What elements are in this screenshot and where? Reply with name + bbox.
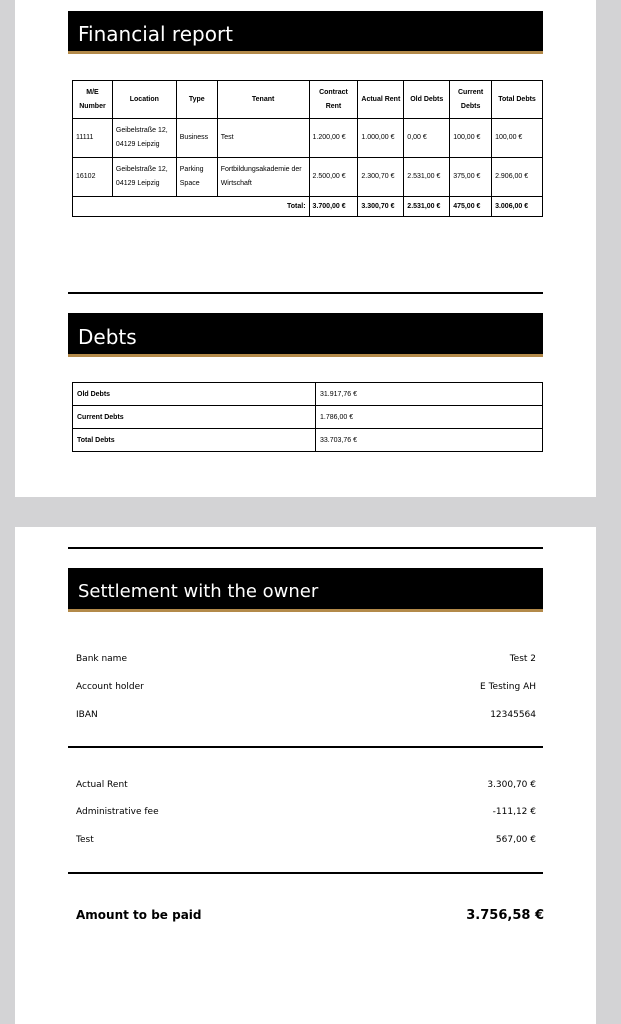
cell-location: Geibelstraße 12, 04129 Leipzig [112, 158, 176, 197]
col-actual-rent: Actual Rent [358, 81, 404, 119]
financial-report-header [68, 11, 543, 54]
cell-me-number: 11111 [73, 119, 113, 158]
row-value: Test 2 [509, 654, 536, 664]
row-label: Account holder [76, 682, 144, 692]
cell-old-debts: 2.531,00 € [404, 158, 450, 197]
cell-old-debts: 0,00 € [404, 119, 450, 158]
col-current-debts: Current Debts [450, 81, 492, 119]
debts-header [68, 313, 543, 357]
row-label: IBAN [76, 710, 98, 720]
amount-label: Amount to be paid [76, 908, 202, 922]
cell-current-debts: 100,00 € [450, 119, 492, 158]
col-location: Location [112, 81, 176, 119]
actual-rent-row [76, 780, 536, 790]
table-header-row [73, 81, 543, 119]
cell-type: Parking Space [176, 158, 217, 197]
cell-type: Business [176, 119, 217, 158]
bank-name-row [76, 654, 536, 664]
row-value: E Testing AH [480, 682, 536, 692]
amount-value: 3.756,58 € [466, 908, 544, 923]
col-type: Type [176, 81, 217, 119]
settlement-title: Settlement with the owner [78, 581, 319, 602]
debt-label: Total Debts [73, 429, 316, 452]
debt-label: Old Debts [73, 383, 316, 406]
table-row [73, 158, 543, 197]
table-row [73, 429, 543, 452]
total-total-debts: 3.006,00 € [492, 197, 543, 217]
iban-row [76, 710, 536, 720]
section-divider [68, 872, 543, 874]
amount-to-be-paid-row [76, 908, 544, 922]
col-me-number: M/E Number [73, 81, 113, 119]
col-total-debts: Total Debts [492, 81, 543, 119]
total-old-debts: 2.531,00 € [404, 197, 450, 217]
row-label: Test [76, 835, 94, 845]
cell-tenant: Test [217, 119, 309, 158]
row-label: Administrative fee [76, 807, 159, 817]
cell-contract-rent: 2.500,00 € [309, 158, 358, 197]
col-old-debts: Old Debts [404, 81, 450, 119]
total-current-debts: 475,00 € [450, 197, 492, 217]
col-contract-rent: Contract Rent [309, 81, 358, 119]
cell-actual-rent: 1.000,00 € [358, 119, 404, 158]
cell-current-debts: 375,00 € [450, 158, 492, 197]
row-value: -111,12 € [492, 807, 536, 817]
settlement-header [68, 568, 543, 612]
table-total-row [73, 197, 543, 217]
section-divider [68, 292, 543, 294]
financial-table [72, 80, 543, 217]
table-row [73, 406, 543, 429]
report-page-1 [15, 0, 596, 497]
debt-label: Current Debts [73, 406, 316, 429]
debts-title: Debts [78, 325, 137, 349]
account-holder-row [76, 682, 536, 692]
table-row [73, 119, 543, 158]
cell-me-number: 16102 [73, 158, 113, 197]
debt-value: 31.917,76 € [316, 383, 543, 406]
row-value: 3.300,70 € [487, 780, 536, 790]
total-label: Total: [73, 197, 310, 217]
row-label: Bank name [76, 654, 127, 664]
row-label: Actual Rent [76, 780, 128, 790]
row-value: 567,00 € [495, 835, 536, 845]
section-divider [68, 746, 543, 748]
financial-report-title: Financial report [78, 22, 234, 46]
cell-location: Geibelstraße 12, 04129 Leipzig [112, 119, 176, 158]
report-page-2 [15, 527, 596, 1024]
total-actual-rent: 3.300,70 € [358, 197, 404, 217]
row-value: 12345564 [490, 710, 536, 720]
debt-value: 33.703,76 € [316, 429, 543, 452]
cell-total-debts: 100,00 € [492, 119, 543, 158]
debt-value: 1.786,00 € [316, 406, 543, 429]
cell-total-debts: 2.906,00 € [492, 158, 543, 197]
administrative-fee-row [76, 807, 536, 817]
total-contract-rent: 3.700,00 € [309, 197, 358, 217]
cell-contract-rent: 1.200,00 € [309, 119, 358, 158]
col-tenant: Tenant [217, 81, 309, 119]
table-row [73, 383, 543, 406]
section-divider [68, 547, 543, 549]
debts-table [72, 382, 543, 452]
cell-tenant: Fortbildungsakademie der Wirtschaft [217, 158, 309, 197]
cell-actual-rent: 2.300,70 € [358, 158, 404, 197]
test-row [76, 835, 536, 845]
